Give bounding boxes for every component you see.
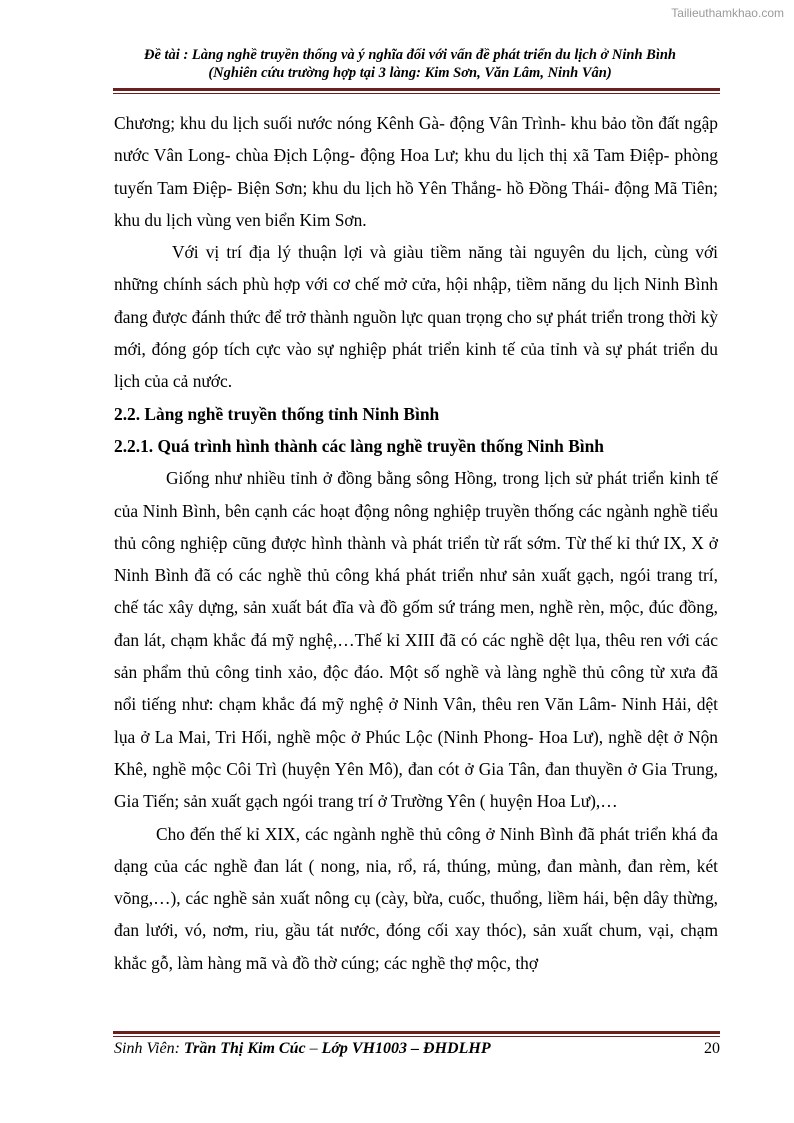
footer-student-name: Trần Thị Kim Cúc bbox=[183, 1040, 306, 1057]
page-body bbox=[114, 107, 718, 979]
watermark: Tailieuthamkhao.com bbox=[671, 6, 784, 20]
paragraph-continuation: Chương; khu du lịch suối nước nóng Kênh Gà- động Vân Trình- khu bảo tồn đất ngập nước Vân Long- chùa Địch Lộng- động Hoa Lư; khu du lịch thị xã Tam Điệp- phòng tuyến Tam Điệp- Biện Sơn; khu du lịch hồ Yên Thắng- hồ Đồng Thái- động Mã Tiên; khu du lịch vùng ven biển Kim Sơn. bbox=[114, 113, 718, 230]
paragraph-tourism-potential: Với vị trí địa lý thuận lợi và giàu tiềm năng tài nguyên du lịch, cùng với những chính sách phù hợp với cơ chế mở cửa, hội nhập, tiềm năng du lịch Ninh Bình đang được đánh thức để trở thành nguồn lực quan trọng cho sự phát triển trong thời kỳ mới, đóng góp tích cực vào sự nghiệp phát triển kinh tế của tỉnh và sự phát triển du lịch của cả nước. bbox=[114, 242, 718, 392]
footer-separator: – bbox=[305, 1040, 322, 1057]
header-divider bbox=[113, 88, 720, 94]
footer-label: Sinh Viên: bbox=[114, 1040, 184, 1057]
header-title: Đề tài : Làng nghề truyền thống và ý nghĩa đối với vấn đề phát triển du lịch ở Ninh Bình bbox=[144, 47, 676, 63]
page-number: 20 bbox=[704, 1040, 720, 1057]
footer-divider bbox=[113, 1031, 720, 1037]
page-footer bbox=[114, 1040, 720, 1058]
section-heading: 2.2. Làng nghề truyền thống tỉnh Ninh Bình bbox=[114, 403, 440, 424]
paragraph-19th-century: Cho đến thế kỉ XIX, các ngành nghề thủ công ở Ninh Bình đã phát triển khá đa dạng của các nghề đan lát ( nong, nia, rổ, rá, thúng, mủng, đan mành, đan rèm, két võng,…), các nghề sản xuất nông cụ (cày, bừa, cuốc, thuổng, liềm hái, bện dây thừng, đan lưới, vó, nơm, riu, gầu tát nước, đóng cối xay thóc), sản xuất chum, vại, chạm khắc gỗ, làm hàng mã và đồ thờ cúng; các nghề thợ mộc, thợ bbox=[114, 823, 718, 973]
subsection-heading: 2.2.1. Quá trình hình thành các làng nghề truyền thống Ninh Bình bbox=[114, 435, 604, 456]
header-subtitle: (Nghiên cứu trường hợp tại 3 làng: Kim Sơn, Văn Lâm, Ninh Vân) bbox=[208, 65, 612, 81]
page-header bbox=[100, 46, 720, 82]
footer-class-info: Lớp VH1003 – ĐHDLHP bbox=[321, 1040, 491, 1057]
paragraph-history: Giống như nhiều tỉnh ở đồng bằng sông Hồng, trong lịch sử phát triển kinh tế của Ninh Bình, bên cạnh các hoạt động nông nghiệp truyền thống các ngành nghề tiểu thủ công nghiệp cũng được hình thành và phát triển từ rất sớm. Từ thế kỉ thứ IX, X ở Ninh Bình đã có các nghề thủ công khá phát triển như sản xuất gạch, ngói trang trí, chế tác xây dựng, sản xuất bát đĩa và đồ gốm sứ tráng men, nghề rèn, mộc, đúc đồng, đan lát, chạm khắc đá mỹ nghệ,…Thế kỉ XIII đã có các nghề dệt lụa, thêu ren với các sản phẩm thủ công tinh xảo, độc đáo. Một số nghề và làng nghề thủ công từ xưa đã nổi tiếng như: chạm khắc đá mỹ nghệ ở Ninh Vân, thêu ren Văn Lâm- Ninh Hải, dệt lụa ở La Mai, Tri Hối, nghề mộc ở Phúc Lộc (Ninh Phong- Hoa Lư), nghề dệt ở Nộn Khê, nghề mộc Côi Trì (huyện Yên Mô), đan cót ở Gia Tân, đan thuyền ở Gia Trung, Gia Tiến; sản xuất gạch ngói trang trí ở Trường Yên ( huyện Hoa Lư),… bbox=[114, 468, 718, 812]
